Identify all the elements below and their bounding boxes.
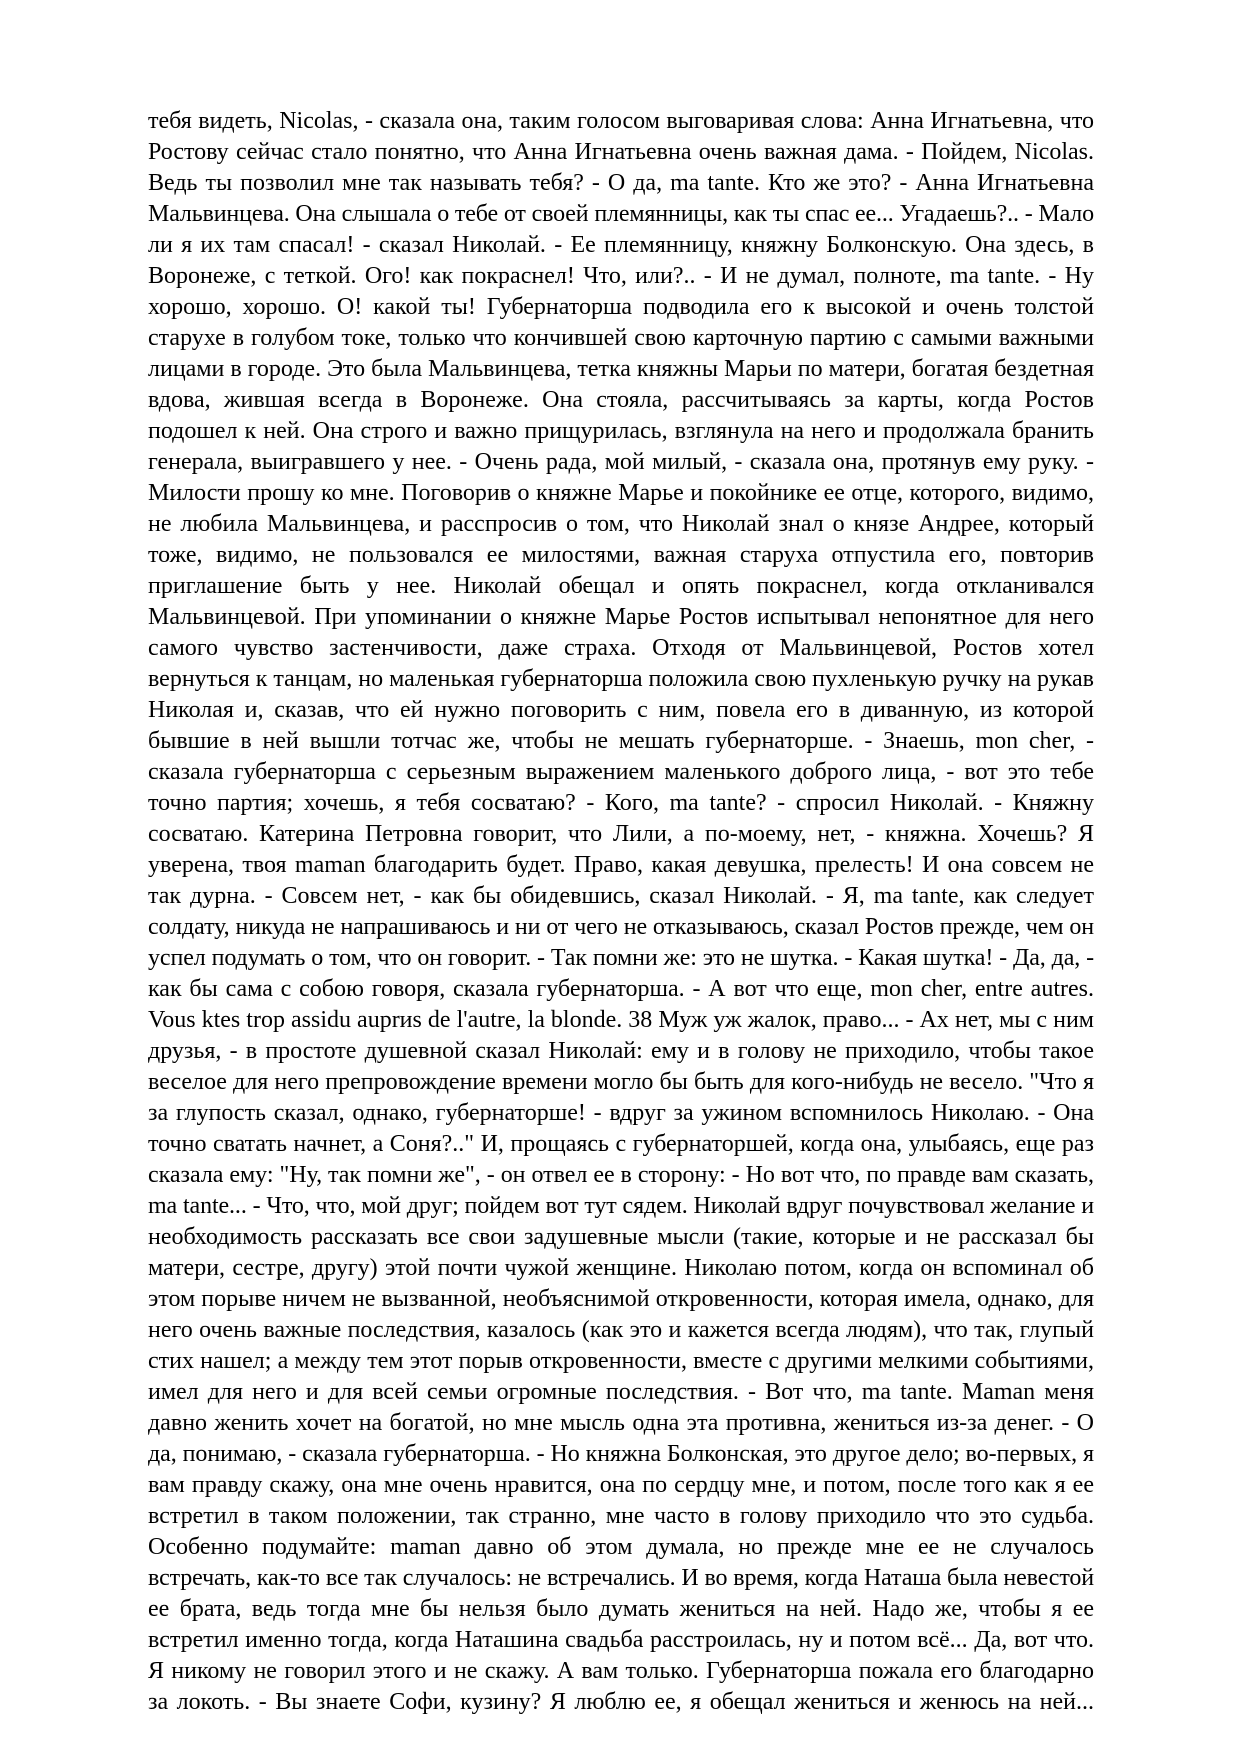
text-line: точно партия; хочешь, я тебя сосватаю? - Кого, ma tante? - спросил Николай. - Княжну (148, 790, 1094, 816)
text-line: давно женить хочет на богатой, но мне мысль одна эта противна, жениться из-за денег. - О (148, 1410, 1094, 1436)
text-line: сосватаю. Катерина Петровна говорит, что Лили, а по-моему, нет, - княжна. Хочешь? Я (148, 821, 1094, 847)
text-line: тоже, видимо, не пользовался ее милостями, важная старуха отпустила его, повторив (148, 542, 1094, 568)
text-line: за глупость сказал, однако, губернаторше! - вдруг за ужином вспомнилось Николаю. - Она (148, 1100, 1094, 1126)
text-line: Николая и, сказав, что ей нужно поговорить с ним, повела его в диванную, из которой (148, 697, 1094, 723)
text-line: встретил в таком положении, так странно, мне часто в голову приходило что это судьба. (148, 1503, 1094, 1529)
text-line: старухе в голубом токе, только что кончившей свою карточную партию с самыми важными (148, 325, 1094, 351)
text-line: вам правду скажу, она мне очень нравится, она по сердцу мне, и потом, после того как я ее (148, 1472, 1094, 1498)
text-line: Особенно подумайте: maman давно об этом думала, но прежде мне ее не случалось (148, 1534, 1094, 1560)
text-line: подошел к ней. Она строго и важно прищурилась, взглянула на него и продолжала бранить (148, 418, 1094, 444)
text-line: имел для него и для всей семьи огромные последствия. - Вот что, ma tante. Maman меня (148, 1379, 1094, 1405)
text-line: да, понимаю, - сказала губернаторша. - Но княжна Болконская, это другое дело; во-первых, я (148, 1441, 1094, 1467)
text-line: тебя видеть, Nicolas, - сказала она, таким голосом выговаривая слова: Анна Игнатьевна, что (148, 108, 1094, 134)
text-line: встречать, как-то все так случалось: не встречались. И во время, когда Наташа была невестой (148, 1565, 1094, 1591)
text-line: друзья, - в простоте душевной сказал Николай: ему и в голову не приходило, чтобы такое (148, 1038, 1094, 1064)
text-line: ее брата, ведь тогда мне бы нельзя было думать жениться на ней. Надо же, чтобы я ее (148, 1596, 1094, 1622)
text-line: стих нашел; а между тем этот порыв откровенности, вместе с другими мелкими событиями, (148, 1348, 1094, 1374)
text-line: необходимость рассказать все свои задушевные мысли (такие, которые и не рассказал бы (148, 1224, 1094, 1250)
text-line: лицами в городе. Это была Мальвинцева, тетка княжны Марьи по матери, богатая бездетная (148, 356, 1094, 382)
text-line: самого чувство застенчивости, даже страха. Отходя от Мальвинцевой, Ростов хотел (148, 635, 1094, 661)
text-line: ma tante... - Что, что, мой друг; пойдем вот тут сядем. Николай вдруг почувствовал желание и (148, 1193, 1094, 1219)
text-line: генерала, выигравшего у нее. - Очень рада, мой милый, - сказала она, протянув ему руку. - (148, 449, 1094, 475)
document-page (148, 106, 1094, 1718)
text-line: Воронеже, с теткой. Ого! как покраснел! Что, или?.. - И не думал, полноте, ma tante. - Ну (148, 263, 1094, 289)
text-line: него очень важные последствия, казалось (как это и кажется всегда людям), что так, глупый (148, 1317, 1094, 1343)
text-line: как бы сама с собою говоря, сказала губернаторша. - А вот что еще, mon cher, entre autres. (148, 976, 1094, 1002)
text-line: Мальвинцева. Она слышала о тебе от своей племянницы, как ты спас ее... Угадаешь?.. - Мало (148, 201, 1094, 227)
text-line: за локоть. - Вы знаете Софи, кузину? Я люблю ее, я обещал жениться и женюсь на ней... (148, 1689, 1094, 1715)
text-line: приглашение быть у нее. Николай обещал и опять покраснел, когда откланивался (148, 573, 1094, 599)
text-line: хорошо, хорошо. О! какой ты! Губернаторша подводила его к высокой и очень толстой (148, 294, 1094, 320)
text-line: Ведь ты позволил мне так называть тебя? - О да, ma tante. Кто же это? - Анна Игнатьевна (148, 170, 1094, 196)
text-line: вдова, жившая всегда в Воронеже. Она стояла, рассчитываясь за карты, когда Ростов (148, 387, 1094, 413)
text-line: так дурна. - Совсем нет, - как бы обидевшись, сказал Николай. - Я, ma tante, как следует (148, 883, 1094, 909)
text-line: не любила Мальвинцева, и расспросив о том, что Николай знал о князе Андрее, который (148, 511, 1094, 537)
text-line: этом порыве ничем не вызванной, необъяснимой откровенности, которая имела, однако, для (148, 1286, 1094, 1312)
text-line: сказала губернаторша с серьезным выражением маленького доброго лица, - вот это тебе (148, 759, 1094, 785)
text-line: Мальвинцевой. При упоминании о княжне Марье Ростов испытывал непонятное для него (148, 604, 1094, 630)
text-line: точно сватать начнет, а Соня?.." И, прощаясь с губернаторшей, когда она, улыбаясь, еще раз (148, 1131, 1094, 1157)
text-line: Я никому не говорил этого и не скажу. А вам только. Губернаторша пожала его благодарно (148, 1658, 1094, 1684)
text-line: сказала ему: "Ну, так помни же", - он отвел ее в сторону: - Но вот что, по правде вам сказать, (148, 1162, 1094, 1188)
text-line: успел подумать о том, что он говорит. - Так помни же: это не шутка. - Какая шутка! - Да, да, - (148, 945, 1094, 971)
text-line: веселое для него препровождение времени могло бы быть для кого-нибудь не весело. "Что я (148, 1069, 1094, 1095)
text-line: Ростову сейчас стало понятно, что Анна Игнатьевна очень важная дама. - Пойдем, Nicolas. (148, 139, 1094, 165)
text-line: вернуться к танцам, но маленькая губернаторша положила свою пухленькую ручку на рукав (148, 666, 1094, 692)
text-line: Милости прошу ко мне. Поговорив о княжне Марье и покойнике ее отце, которого, видимо, (148, 480, 1094, 506)
text-line: ли я их там спасал! - сказал Николай. - Ее племянницу, княжну Болконскую. Она здесь, в (148, 232, 1094, 258)
text-line: уверена, твоя maman благодарить будет. Право, какая девушка, прелесть! И она совсем не (148, 852, 1094, 878)
text-line: встретил именно тогда, когда Наташина свадьба расстроилась, ну и потом всё... Да, вот что. (148, 1627, 1094, 1653)
text-line: солдату, никуда не напрашиваюсь и ни от чего не отказываюсь, сказал Ростов прежде, чем он (148, 914, 1094, 940)
text-line: бывшие в ней вышли тотчас же, чтобы не мешать губернаторше. - Знаешь, mon cher, - (148, 728, 1094, 754)
text-line: матери, сестре, другу) этой почти чужой женщине. Николаю потом, когда он вспоминал об (148, 1255, 1094, 1281)
text-line: Vous ktes trop assidu auprиs de l'autre, la blonde. 38 Муж уж жалок, право... - Ах нет, мы с ним (148, 1007, 1094, 1033)
